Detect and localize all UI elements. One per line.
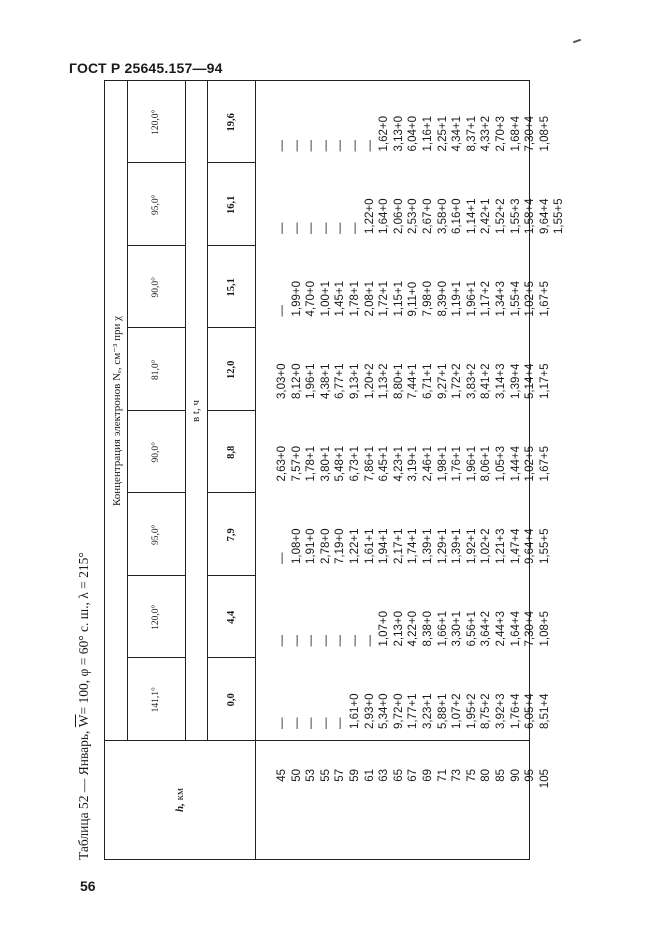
data-cell: 1,17+2 [480,281,493,317]
height-value: 63 [378,769,391,782]
data-cell: 8,80+1 [392,363,405,399]
data-cell: — [290,635,303,647]
height-value: 50 [290,769,303,782]
data-cell: — [290,222,303,234]
data-cell: 1,55+3 [509,198,522,234]
data-cell: — [319,635,332,647]
data-cell: 3,19+1 [407,446,420,482]
data-cell: 1,44+4 [509,446,522,482]
data-cell: 1,13+2 [378,363,391,399]
data-cell: 1,68+4 [509,116,522,152]
data-cell: 1,02+5 [524,446,537,482]
chi-header: 120,0° [151,109,161,135]
data-cell: 9,64+4 [538,198,551,234]
data-cell: 1,17+5 [538,363,551,399]
data-cell: 1,64+4 [509,611,522,647]
data-cell: 1,61+0 [348,693,361,729]
data-cell: 1,58+4 [524,198,537,234]
data-cell: 3,58+0 [436,198,449,234]
data-cell: 7,30+4 [524,611,537,647]
data-column [275,199,567,235]
time-title: в t, ч [190,399,202,423]
data-cell: 3,64+2 [480,611,493,647]
height-value: 90 [509,769,522,782]
data-cell: 2,06+0 [392,198,405,234]
chi-header: 81,0° [151,359,161,380]
time-header: 0,0 [225,693,237,707]
height-value: 57 [334,769,347,782]
data-cell: 6,16+0 [451,198,464,234]
data-cell: 1,08+5 [538,611,551,647]
data-cell: 2,17+1 [392,528,405,564]
data-cell: — [305,635,318,647]
data-cell: 1,72+1 [378,281,391,317]
data-cell: 7,44+1 [407,363,420,399]
data-cell: 1,55+4 [509,281,522,317]
data-cell: — [363,635,376,647]
data-cell: 1,78+1 [348,281,361,317]
data-cell: — [290,140,303,152]
data-cell: 6,45+1 [378,446,391,482]
data-cell: 6,05+4 [524,693,537,729]
data-cell: 9,13+1 [348,363,361,399]
data-cell: 1,67+5 [538,281,551,317]
rotated-table-block [70,80,566,860]
table-caption [70,552,98,860]
height-value: 71 [436,769,449,782]
data-column [275,281,552,317]
data-cell: 8,41+2 [480,363,493,399]
data-column [275,694,552,730]
data-cell: 4,23+1 [392,446,405,482]
data-cell: 1,08+5 [538,116,551,152]
data-cell: 5,34+0 [378,693,391,729]
data-column [275,611,552,647]
data-cell: — [276,552,288,564]
data-cell: 1,02+5 [524,281,537,317]
data-cell: — [334,717,347,729]
data-cell: 1,77+1 [407,693,420,729]
data-cell: 1,39+4 [509,363,522,399]
data-cell: — [334,140,347,152]
data-cell: 4,38+1 [319,363,332,399]
data-cell: 1,02+2 [480,528,493,564]
data-cell: 7,19+0 [334,528,347,564]
height-value: 80 [480,769,493,782]
data-cell: 3,14+3 [494,363,507,399]
scan-speck [573,39,581,44]
height-value: 69 [421,769,434,782]
data-cell: 1,96+1 [465,446,478,482]
data-cell: 2,67+0 [421,198,434,234]
data-cell: 1,22+1 [348,528,361,564]
data-cell: — [348,635,361,647]
data-cell: 2,42+1 [480,198,493,234]
data-cell: 1,45+1 [334,281,347,317]
data-cell: 1,91+0 [305,528,318,564]
data-cell: 7,57+0 [290,446,303,482]
data-cell: 4,34+1 [451,116,464,152]
data-cell: — [334,222,347,234]
data-cell: — [363,140,376,152]
caption-prefix: Таблица 52 — Январь, [76,730,91,860]
height-value: 65 [392,769,405,782]
data-cell: — [276,635,288,647]
data-cell: 3,13+0 [392,116,405,152]
data-cell: 1,78+1 [305,446,318,482]
data-cell: 1,20+2 [363,363,376,399]
height-value: 73 [451,769,464,782]
data-cell: 1,55+5 [553,198,566,234]
height-value: 53 [305,769,318,782]
data-cell: 2,44+3 [494,611,507,647]
data-cell: 6,71+1 [421,363,434,399]
height-value: 59 [348,769,361,782]
data-cell: 1,76+1 [451,446,464,482]
data-cell: — [276,717,288,729]
data-cell: 1,47+4 [509,528,522,564]
chi-header: 95,0° [151,524,161,545]
time-header: 16,1 [225,195,237,214]
data-cell: 8,37+1 [465,116,478,152]
group-title: Концентрация электронов Nₑ, см⁻³ при χ [110,316,123,506]
data-cell: 1,64+0 [378,198,391,234]
time-header: 8,8 [225,445,237,459]
caption-params: = 100, φ = 60° с. ш., λ = 215° [76,552,91,715]
height-value: 105 [538,769,551,789]
caption-w-symbol: $\overline{W}$ [76,714,91,728]
data-cell: 8,06+1 [480,446,493,482]
data-column [275,116,552,152]
data-cell: 5,14+4 [524,363,537,399]
data-cell: 1,95+2 [465,693,478,729]
height-value: 85 [494,769,507,782]
height-value: 55 [319,769,332,782]
page-number: 56 [80,878,96,894]
data-column [275,446,552,482]
time-header: 15,1 [225,278,237,297]
data-cell: 1,19+1 [451,281,464,317]
chi-header: 141,1° [151,687,161,713]
data-cell: 9,64+4 [524,528,537,564]
height-values [275,769,552,819]
data-cell: 1,74+1 [407,528,420,564]
data-cell: 3,30+1 [451,611,464,647]
data-cell: 4,33+2 [480,116,493,152]
data-cell: 9,11+0 [407,281,420,317]
data-cell: 8,39+0 [436,281,449,317]
data-column [275,364,552,400]
data-cell: 2,70+3 [494,116,507,152]
data-cell: — [290,717,303,729]
data-cell: — [305,222,318,234]
time-header: 4,4 [225,610,237,624]
data-cell: — [276,140,288,152]
data-cell: 1,16+1 [421,116,434,152]
data-cell: 1,15+1 [392,281,405,317]
data-cell: — [276,222,288,234]
data-cell: 6,77+1 [334,363,347,399]
data-cell: — [319,140,332,152]
data-cell: 1,96+1 [465,281,478,317]
data-cell: 1,76+4 [509,693,522,729]
data-cell: 2,08+1 [363,281,376,317]
height-column-header: h, км [174,788,186,812]
height-value: 67 [407,769,420,782]
data-cell: 7,30+4 [524,116,537,152]
data-cell: 1,00+1 [319,281,332,317]
data-cell: 3,80+1 [319,446,332,482]
height-value: 61 [363,769,376,782]
data-cell: 1,92+1 [465,528,478,564]
data-cell: 2,25+1 [436,116,449,152]
data-cell: 1,39+1 [451,528,464,564]
chi-header: 95,0° [151,194,161,215]
data-cell: — [334,635,347,647]
data-cell: 1,96+1 [305,363,318,399]
data-cell: 5,48+1 [334,446,347,482]
data-cell: — [276,305,288,317]
data-cell: 3,23+1 [421,693,434,729]
data-cell: — [319,717,332,729]
data-cell: 2,46+1 [421,446,434,482]
data-cell: 4,70+0 [305,281,318,317]
data-cell: 8,38+0 [421,611,434,647]
data-cell: 3,83+2 [465,363,478,399]
data-cell: 1,07+2 [451,693,464,729]
data-cell: 1,66+1 [436,611,449,647]
data-cell: — [319,222,332,234]
row-divider-header-bottom [255,81,256,859]
data-cell: 1,67+5 [538,446,551,482]
data-cell: 1,29+1 [436,528,449,564]
data-cell: 2,93+0 [363,693,376,729]
data-cell: 9,72+0 [392,693,405,729]
data-cell: 1,55+5 [538,528,551,564]
data-cell: 1,99+0 [290,281,303,317]
data-cell: 4,22+0 [407,611,420,647]
data-cell: — [305,717,318,729]
data-cell: 1,22+0 [363,198,376,234]
data-cell: 8,12+0 [290,363,303,399]
data-cell: 1,08+0 [290,528,303,564]
time-header: 12,0 [225,360,237,379]
data-cell: — [348,140,361,152]
data-cell: 2,78+0 [319,528,332,564]
data-cell: 1,21+3 [494,528,507,564]
data-cell: 1,52+2 [494,198,507,234]
chi-header: 90,0° [151,442,161,463]
data-cell: 2,53+0 [407,198,420,234]
data-table [104,80,566,860]
data-cell: 2,63+0 [276,446,288,482]
data-cell: 1,34+3 [494,281,507,317]
data-cell: 1,39+1 [421,528,434,564]
time-header: 7,9 [225,528,237,542]
data-cell: 6,73+1 [348,446,361,482]
data-cell: — [305,140,318,152]
data-cell: 1,62+0 [378,116,391,152]
data-cell: 7,86+1 [363,446,376,482]
height-value: 75 [465,769,478,782]
data-cell: 3,92+3 [494,693,507,729]
data-cell: 1,14+1 [465,198,478,234]
data-cell: 1,07+0 [378,611,391,647]
data-cell: 1,94+1 [378,528,391,564]
data-cell: 5,88+1 [436,693,449,729]
data-cell: 1,05+3 [494,446,507,482]
chi-header: 120,0° [151,604,161,630]
time-header: 19,6 [225,113,237,132]
data-cell: 6,56+1 [465,611,478,647]
data-cell: 3,03+0 [276,363,288,399]
data-cell: 2,13+0 [392,611,405,647]
document-header: ГОСТ Р 25645.157—94 [69,60,223,76]
height-value: 45 [276,769,288,782]
data-column [275,529,552,565]
data-cell: 1,61+1 [363,528,376,564]
data-cell: 8,51+4 [538,693,551,729]
height-value: 95 [524,769,537,782]
data-cell: 6,04+0 [407,116,420,152]
data-cell: 8,75+2 [480,693,493,729]
data-cell: — [348,222,361,234]
data-cell: 1,98+1 [436,446,449,482]
data-cell: 9,27+1 [436,363,449,399]
chi-header: 90,0° [151,277,161,298]
data-cell: 1,72+2 [451,363,464,399]
data-cell: 7,98+0 [421,281,434,317]
